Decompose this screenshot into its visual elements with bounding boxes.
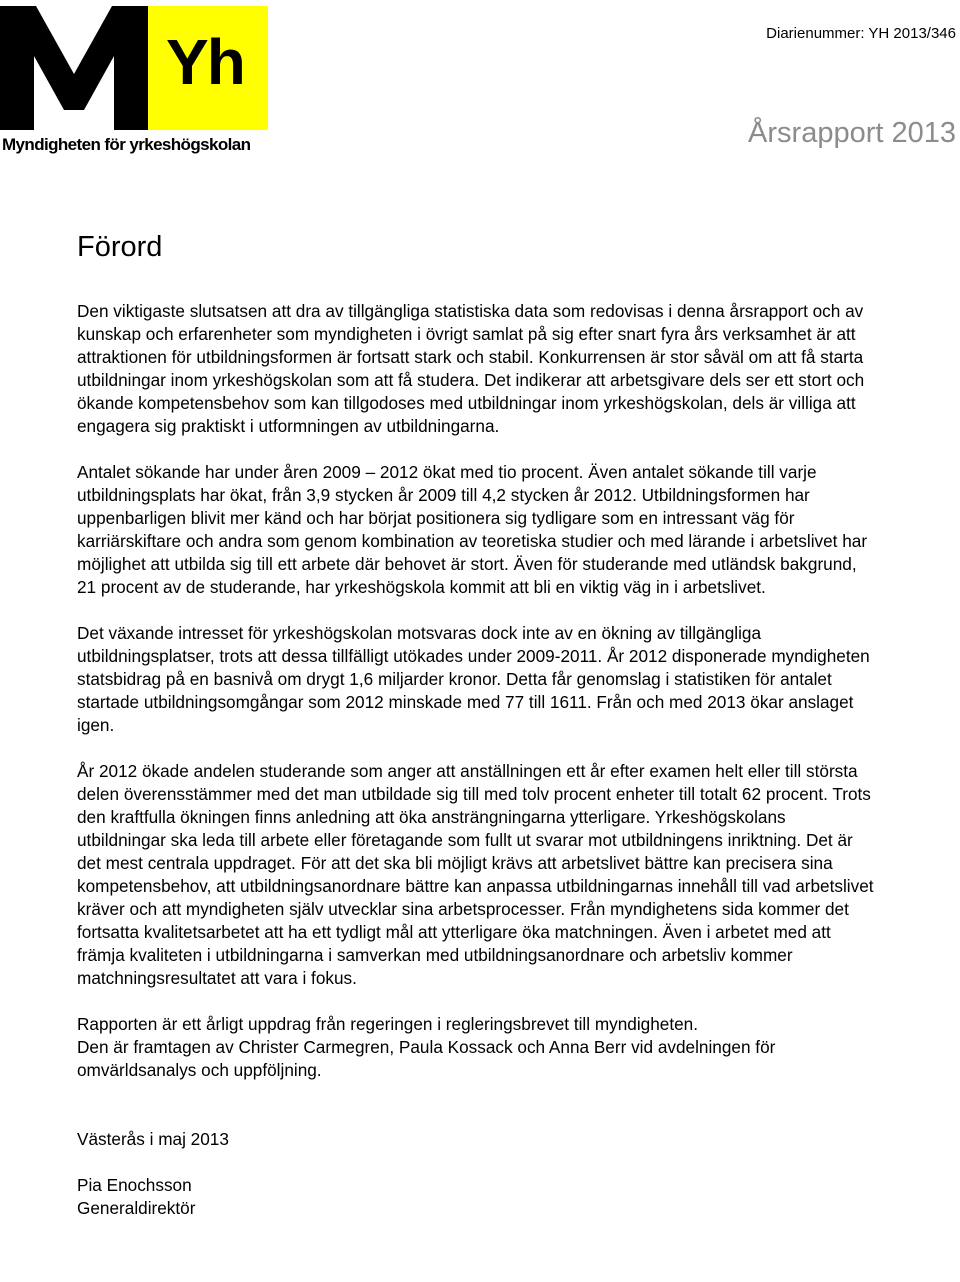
logo-organisation-name: Myndigheten för yrkeshögskolan <box>2 135 251 154</box>
logo-m-mark <box>0 6 150 132</box>
signer-title: Generaldirektör <box>77 1198 196 1218</box>
logo-yh-text: Yh <box>166 26 244 98</box>
paragraph-5: Rapporten är ett årligt uppdrag från regeringen i regleringsbrevet till myndigheten. <box>77 1014 699 1034</box>
paragraph-2: Antalet sökande har under åren 2009 – 2012 ökat med tio procent. Även antalet sökande till varje utbildningsplats har ökat, från 3,9 stycken år 2009 till 4,2 stycken år 2012. Utbildningsformen har uppenbarligen blivit mer känd och har börjat positionera sig tydligare som en intressant väg för karriärskiftare och andra som genom kombination av teoretiska studier och med lärande i arbetslivet har möjlighet att utbilda sig till ett arbete där behovet är stort. Även för studerande med utländsk bakgrund, 21 procent av de studerande, har yrkeshögskola kommit att bli en viktig väg in i arbetslivet. <box>77 462 868 597</box>
page-title: Förord <box>77 231 163 263</box>
diarienummer: Diarienummer: YH 2013/346 <box>766 25 956 42</box>
place-date: Västerås i maj 2013 <box>77 1129 229 1149</box>
paragraph-4: År 2012 ökade andelen studerande som anger att anställningen ett år efter examen helt eller till största delen överensstämmer med det man utbildade sig till med tolv procent enheter till totalt 62 procent. Trots den kraftfulla ökningen finns anledning att öka ansträngningarna ytterligare. Yrkeshögskolans utbildningar ska leda till arbete eller företagande som fullt ut svarar mot utbildningens inriktning. Det är det mest centrala uppdraget. För att det ska bli möjligt krävs att arbetslivet bättre kan precisera sina kompetensbehov, att utbildningsanordnare bättre kan anpassa utbildningarnas innehåll till vad arbetslivet kräver och att myndigheten själv utvecklar sina arbetsprocesser. Från myndighetens sida kommer det fortsatta kvalitetsarbetet att ha ett tydligt mål att ytterligare öka matchningen. Även i arbetet med att främja kvaliteten i utbildningarna i samverkan med utbildningsanordnare och arbetsliv kommer matchningsresultatet att vara i fokus. <box>77 761 874 988</box>
paragraph-1: Den viktigaste slutsatsen att dra av tillgängliga statistiska data som redovisas i denna årsrapport och av kunskap och erfarenheter som myndigheten i övrigt samlat på sig efter snart fyra års verksamhet är att attraktionen för utbildningsformen är fortsatt stark och stabil. Konkurrensen är stor såväl om att få starta utbildningar inom yrkeshögskolan som att få studera. Det indikerar att arbetsgivare dels ser ett stort och ökande kompetensbehov som kan tillgodoses med utbildningar inom yrkeshögskolan, dels är villiga att engagera sig praktiskt i utformningen av utbildningarna. <box>77 301 865 436</box>
report-title: Årsrapport 2013 <box>748 117 956 149</box>
logo <box>0 6 272 160</box>
signer-name: Pia Enochsson <box>77 1175 192 1195</box>
paragraph-6: Den är framtagen av Christer Carmegren, Paula Kossack och Anna Berr vid avdelningen för omvärldsanalys och uppföljning. <box>77 1037 776 1080</box>
foreword-body <box>77 300 877 1220</box>
paragraph-3: Det växande intresset för yrkeshögskolan motsvaras dock inte av en ökning av tillgängliga utbildningsplatser, trots att dessa tillfälligt utökades under 2009-2011. År 2012 disponerade myndigheten statsbidrag på en basnivå om drygt 1,6 miljarder kronor. Detta får genomslag i statistiken för antalet startade utbildningsomgångar som 2012 minskade med 77 till 1611. Från och med 2013 ökar anslaget igen. <box>77 623 870 735</box>
